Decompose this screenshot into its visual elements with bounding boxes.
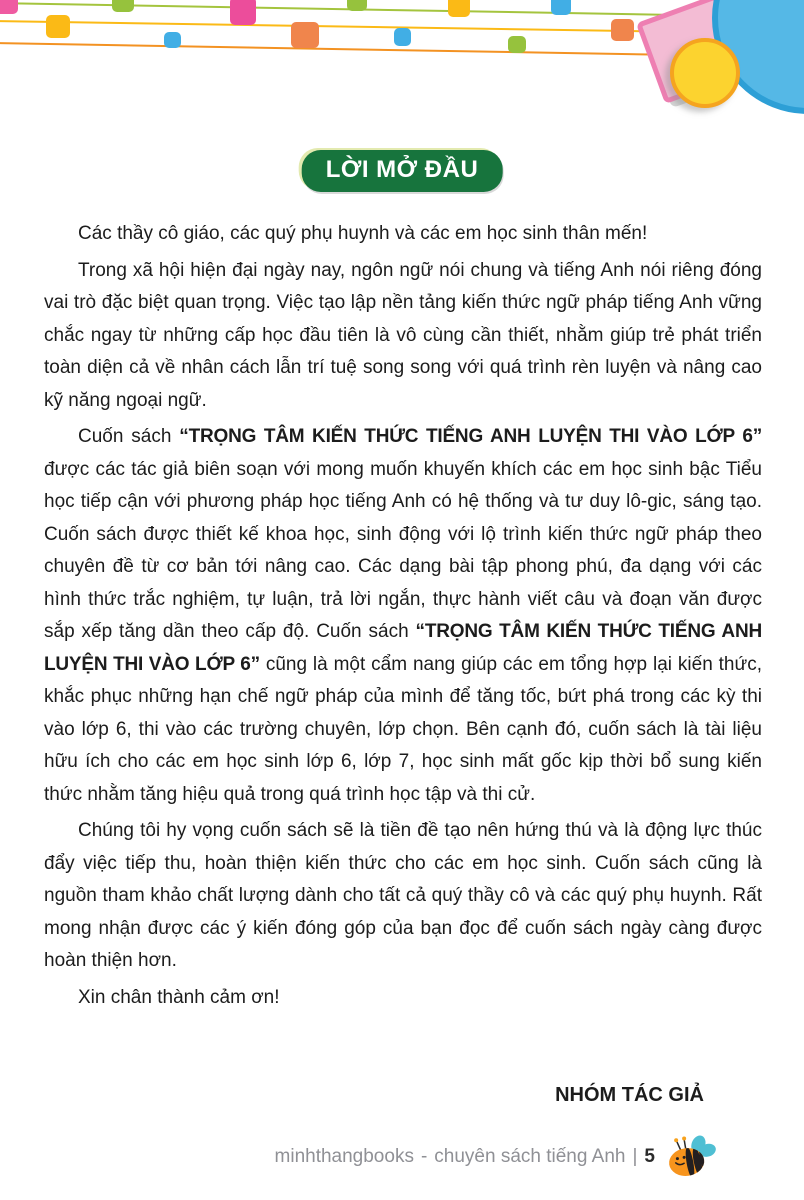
text-run: Xin chân thành cảm ơn! — [78, 986, 280, 1008]
confetti-square — [394, 28, 411, 46]
confetti-square — [164, 32, 181, 48]
confetti-square — [508, 36, 526, 53]
confetti-square — [112, 0, 134, 12]
confetti-square — [448, 0, 470, 17]
text-run: Chúng tôi hy vọng cuốn sách sẽ là tiền đề tạo nên hứng thú và là động lực thúc đẩy việc tiếp thu, hoàn thiện kiến thức cho các em học sinh. Cuốn sách cũng là nguồn tham khảo chất lượng dành cho tất cả quý thầy cô và các quý phụ huynh. Rất mong nhận được các ý kiến đóng góp của bạn đọc để cuốn sách ngày càng được hoàn thiện hơn. — [44, 820, 762, 971]
confetti-square — [46, 15, 70, 38]
preface-body — [44, 218, 762, 1018]
page-footer — [275, 1134, 716, 1180]
text-run: cũng là một cẩm nang giúp các em tổng hợp lại kiến thức, khắc phục những hạn chế ngữ pháp của mình để tăng tốc, bứt phá trong các kỳ thi vào lớp 6, thi vào các trường chuyên, lớp chọn. Bên cạnh đó, cuốn sách là tài liệu hữu ích cho các em học sinh lớp 6, lớp 7, học sinh mất gốc kịp thời bổ sung kiến thức nhằm tăng hiệu quả trong quá trình học tập và thi cử. — [44, 653, 762, 805]
confetti-square — [230, 0, 256, 25]
yellow-circle-shape — [670, 38, 740, 108]
yellow-string-line — [0, 20, 692, 33]
footer-dash: - — [420, 1146, 428, 1167]
paragraph-book-description — [44, 421, 762, 811]
confetti-square — [611, 19, 634, 41]
paragraph-intro — [44, 255, 762, 418]
text-run: Trong xã hội hiện đại ngày nay, ngôn ngữ nói chung và tiếng Anh nói riêng đóng vai trò đặc biệt quan trọng. Việc tạo lập nền tảng kiến thức ngữ pháp tiếng Anh vững chắc ngay từ những cấp học đầu tiên là vô cùng cần thiết, nhằm giúp trẻ phát triển toàn diện cả về nhân cách lẫn trí tuệ song song với quá trình rèn luyện và nâng cao kỹ năng ngoại ngữ. — [44, 259, 762, 411]
paragraph-greeting — [44, 218, 762, 251]
author-signature: NHÓM TÁC GIẢ — [555, 1084, 704, 1106]
confetti-square — [291, 22, 319, 48]
text-run: Cuốn sách — [78, 426, 180, 447]
paragraph-thanks — [44, 982, 762, 1015]
footer-tagline: chuyên sách tiếng Anh — [434, 1146, 626, 1167]
bee-icon — [664, 1134, 716, 1180]
header-decoration — [0, 0, 804, 170]
section-title-label: LỜI MỞ ĐẦU — [325, 156, 479, 183]
footer-divider: | — [632, 1146, 638, 1167]
confetti-square — [551, 0, 571, 15]
text-run: Các thầy cô giáo, các quý phụ huynh và các em học sinh thân mến! — [78, 223, 648, 244]
green-string-line — [0, 2, 690, 16]
book-title-text: “TRỌNG TÂM KIẾN THỨC TIẾNG ANH LUYỆN THI VÀO LỚP 6” — [179, 426, 763, 447]
paragraph-hope — [44, 815, 762, 978]
section-title-badge — [302, 150, 503, 192]
footer-brand: minhthangbooks — [274, 1146, 414, 1167]
text-run: được các tác giả biên soạn với mong muốn khuyến khích các em học sinh bậc Tiểu học tiếp cận với phương pháp học tiếng Anh có hệ thống và tư duy lô-gic, sáng tạo. Cuốn sách được thiết kế khoa học, sinh động với lộ trình kiến thức ngữ pháp theo chuyên đề từ cơ bản tới nâng cao. Các dạng bài tập phong phú, đa dạng với các hình thức trắc nghiệm, tự luận, trả lời ngắn, thực hành viết câu và đoạn văn được sắp xếp tăng dần theo cấp độ. Cuốn sách — [44, 458, 762, 642]
confetti-square — [0, 0, 18, 14]
book-title-text: “TRỌNG TÂM KIẾN THỨC TIẾNG ANH LUYỆN THI VÀO LỚP 6” — [44, 621, 762, 675]
orange-string-line — [0, 42, 688, 56]
page-number: 5 — [644, 1146, 655, 1167]
confetti-square — [347, 0, 367, 11]
